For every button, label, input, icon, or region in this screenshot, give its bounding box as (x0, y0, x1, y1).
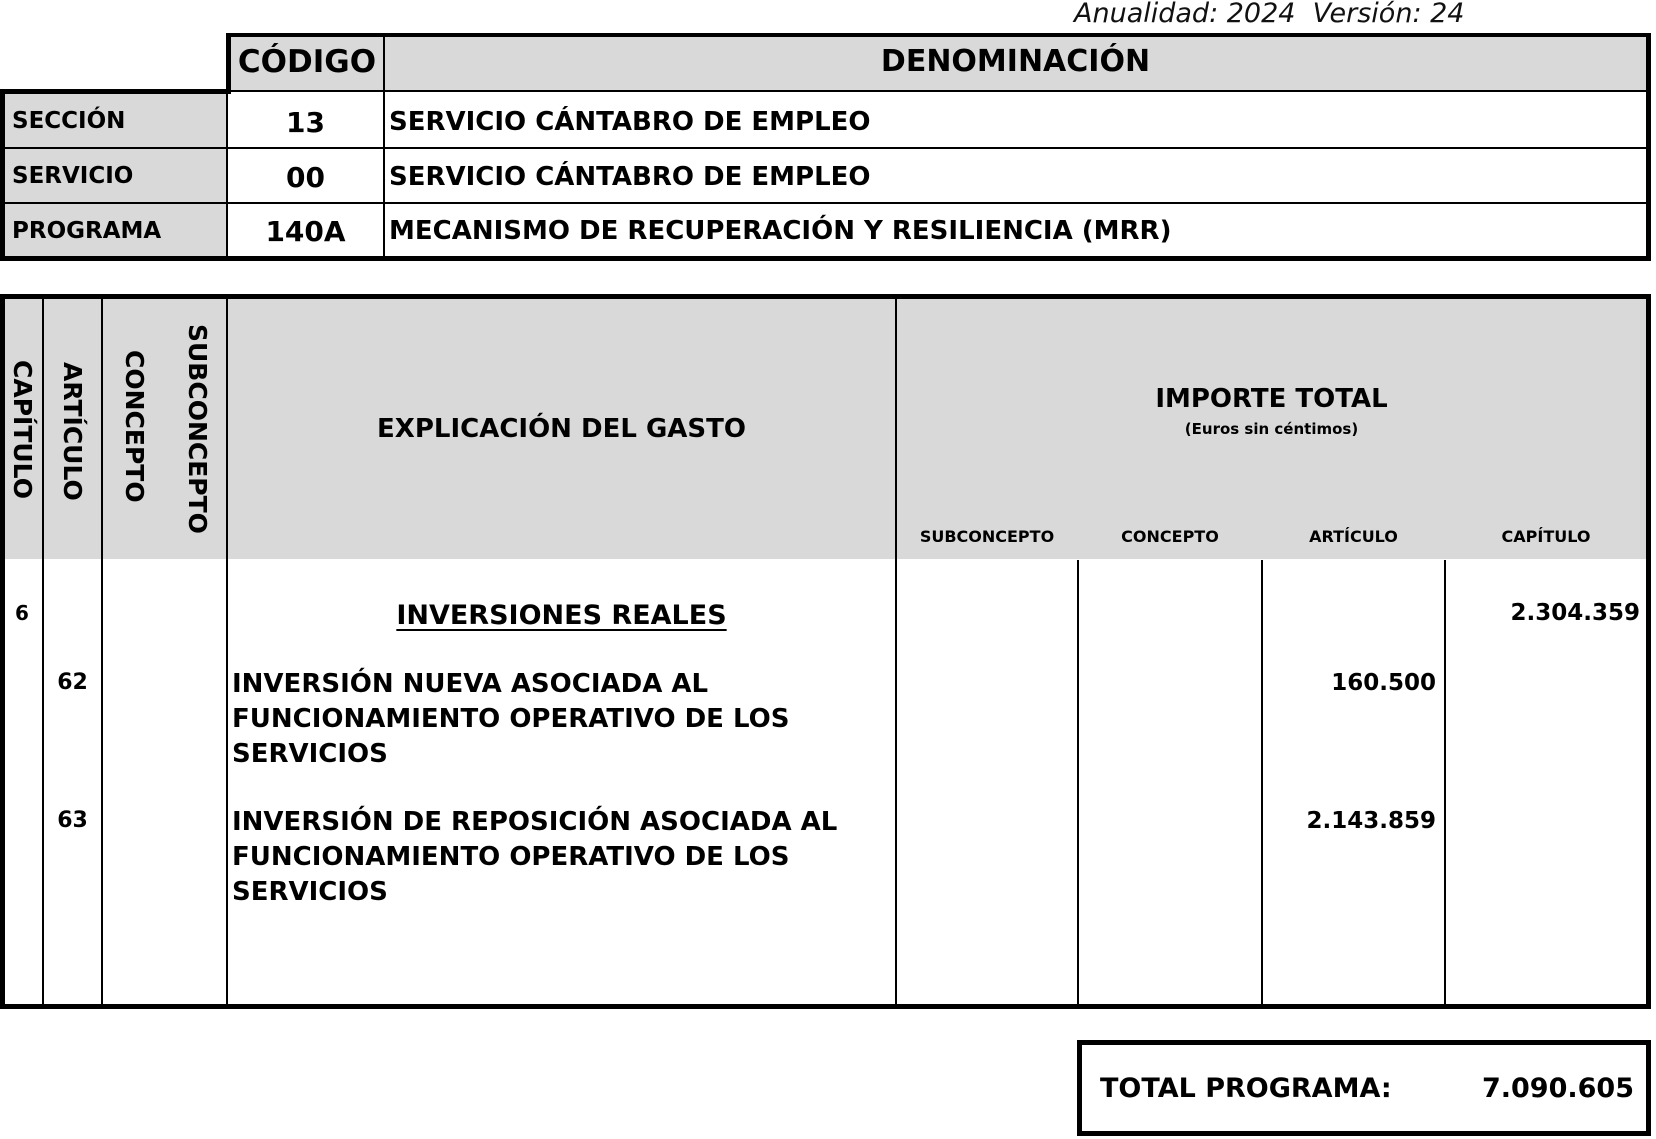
importe-total-header: IMPORTE TOTAL (1155, 384, 1388, 414)
servicio-name: SERVICIO CÁNTABRO DE EMPLEO (389, 162, 871, 192)
anualidad-label: Anualidad: 2024 (1074, 0, 1296, 29)
row-articulo-code: 62 (57, 670, 88, 695)
concepto-column-header: CONCEPTO (120, 350, 149, 503)
amount-capitulo-header: CAPÍTULO (1501, 527, 1591, 546)
amount-subconcepto-header: SUBCONCEPTO (919, 527, 1055, 546)
servicio-code: 00 (286, 161, 325, 194)
divider (228, 90, 1648, 92)
seccion-code: 13 (286, 106, 325, 139)
total-programa-box (1077, 1040, 1651, 1136)
border (0, 294, 5, 1009)
border (226, 33, 1651, 37)
total-programa-value: 7.090.605 (1481, 1073, 1634, 1104)
row-explicacion-line: INVERSIÓN NUEVA ASOCIADA AL (232, 669, 709, 699)
articulo-column-header: ARTÍCULO (58, 362, 87, 501)
divider (4, 147, 1648, 149)
row-articulo-code: 63 (57, 808, 88, 833)
subconcepto-column-header: SUBCONCEPTO (183, 324, 212, 534)
border (0, 1004, 1651, 1009)
row-explicacion-title: INVERSIONES REALES (396, 600, 727, 631)
seccion-label: SECCIÓN (12, 108, 126, 134)
seccion-name: SERVICIO CÁNTABRO DE EMPLEO (389, 107, 871, 137)
border (0, 89, 5, 261)
divider (1077, 560, 1079, 1006)
row-explicacion-line: FUNCIONAMIENTO OPERATIVO DE LOS (232, 842, 790, 872)
programa-code: 140A (265, 215, 346, 248)
divider (1444, 560, 1446, 1006)
divider (4, 202, 1648, 204)
programa-label: PROGRAMA (12, 218, 162, 244)
divider (226, 298, 228, 1006)
border (0, 256, 1651, 261)
programa-name: MECANISMO DE RECUPERACIÓN Y RESILIENCIA (MRR) (389, 216, 1172, 246)
divider (42, 298, 44, 1006)
row-explicacion-line: FUNCIONAMIENTO OPERATIVO DE LOS (232, 704, 790, 734)
version-label: Versión: 24 (1312, 0, 1465, 29)
explicacion-column-header: EXPLICACIÓN DEL GASTO (377, 414, 746, 444)
total-programa-label: TOTAL PROGRAMA: (1100, 1073, 1392, 1104)
row-importe-capitulo: 2.304.359 (1510, 600, 1640, 626)
amount-concepto-header: CONCEPTO (1121, 527, 1219, 546)
servicio-label: SERVICIO (12, 163, 134, 189)
denominacion-column-header: DENOMINACIÓN (880, 44, 1151, 79)
divider (101, 298, 103, 1006)
capitulo-column-header: CAPÍTULO (8, 360, 37, 499)
border (0, 294, 1651, 299)
row-importe-articulo: 2.143.859 (1306, 808, 1436, 834)
row-capitulo-code: 6 (15, 601, 29, 625)
document-version-header (1074, 0, 1464, 29)
amount-articulo-header: ARTÍCULO (1309, 527, 1398, 546)
row-explicacion-line: SERVICIOS (232, 739, 388, 769)
importe-total-subheader: (Euros sin céntimos) (1184, 420, 1359, 438)
border (1646, 294, 1651, 1009)
row-explicacion-line: INVERSIÓN DE REPOSICIÓN ASOCIADA AL (232, 807, 838, 837)
border (0, 89, 231, 94)
codigo-column-header: CÓDIGO (237, 44, 377, 80)
row-importe-articulo: 160.500 (1331, 670, 1436, 696)
divider (1261, 560, 1263, 1006)
row-explicacion-line: SERVICIOS (232, 877, 388, 907)
